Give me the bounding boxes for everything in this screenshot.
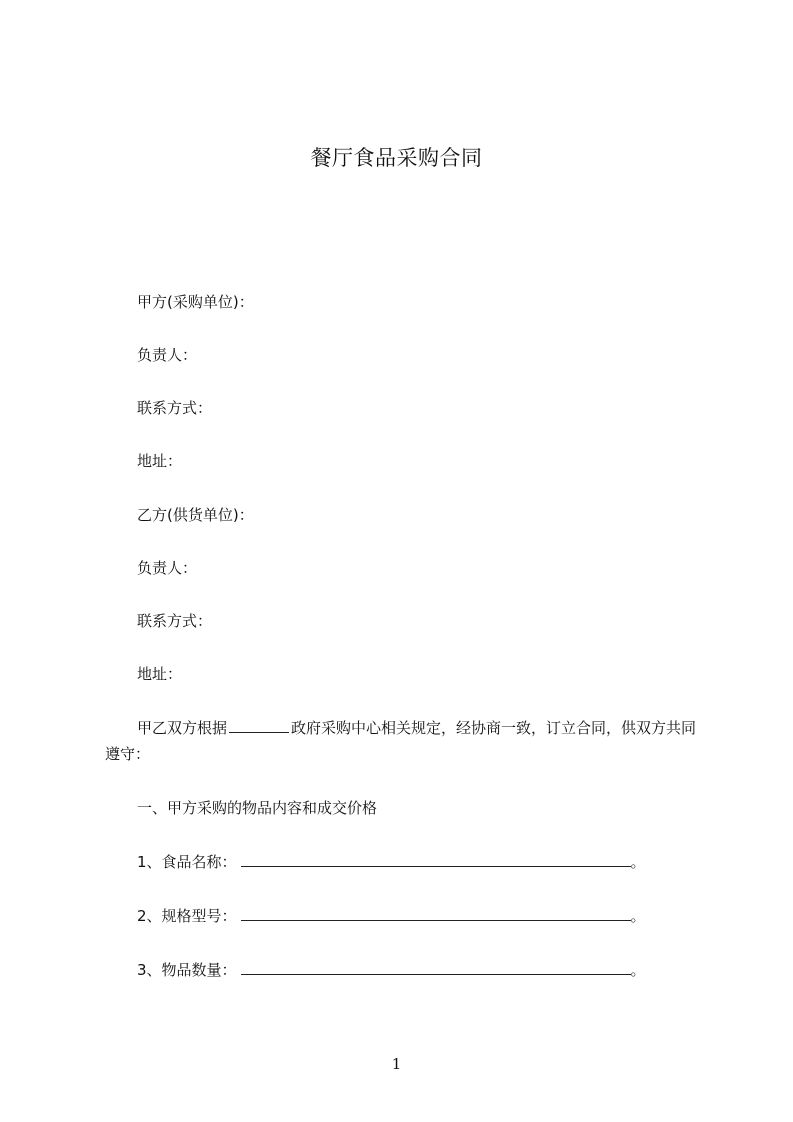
fill-blank-line	[241, 959, 631, 975]
item-food-name	[137, 851, 646, 872]
item-spec-model	[137, 905, 646, 926]
item-label: 1、食品名称：	[137, 853, 237, 871]
page-number: 1	[391, 1055, 402, 1073]
party-b-heading: 乙方(供货单位)：	[137, 506, 254, 524]
item-label: 2、规格型号：	[137, 907, 237, 925]
section1-heading: 一、甲方采购的物品内容和成交价格	[137, 799, 378, 817]
intro-blank-line	[229, 717, 289, 733]
party-b-contact-label: 联系方式：	[137, 612, 213, 630]
item-end-mark: 。	[630, 907, 646, 925]
intro-text-after: 政府采购中心相关规定，经协商一致，订立合同，供双方共同遵守：	[105, 719, 697, 763]
item-end-mark: 。	[630, 961, 646, 979]
intro-paragraph	[105, 715, 705, 767]
party-a-contact-label: 联系方式：	[137, 399, 213, 417]
item-quantity	[137, 959, 646, 980]
fill-blank-line	[241, 905, 631, 921]
party-b-person-label: 负责人：	[137, 559, 198, 577]
item-end-mark: 。	[630, 853, 646, 871]
party-a-person-label: 负责人：	[137, 346, 198, 364]
party-b-address-label: 地址：	[137, 665, 183, 683]
fill-blank-line	[241, 851, 631, 867]
intro-text-before: 甲乙双方根据	[137, 719, 228, 737]
party-a-address-label: 地址：	[137, 452, 183, 470]
contract-title: 餐厅食品采购合同	[310, 146, 483, 170]
party-a-heading: 甲方(采购单位)：	[137, 293, 254, 311]
item-label: 3、物品数量：	[137, 961, 237, 979]
